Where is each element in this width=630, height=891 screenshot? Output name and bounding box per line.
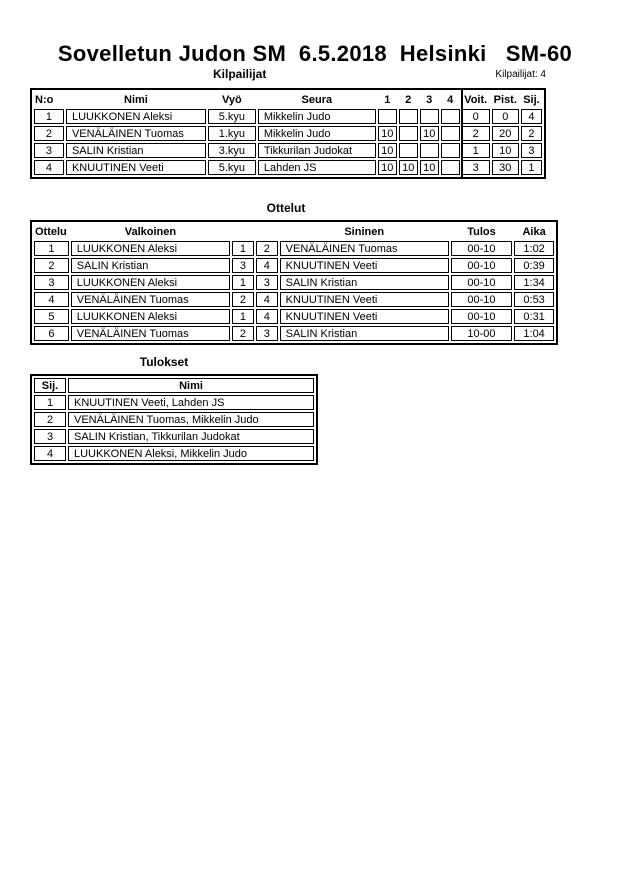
cell-rank: 4 (521, 109, 542, 124)
competitors-section-title: Kilpailijat (213, 67, 267, 81)
cell-blue: KNUUTINEN Veeti (280, 258, 449, 273)
cell-r2 (399, 126, 418, 141)
table-row (34, 429, 314, 444)
results-header-row (34, 378, 314, 393)
table-row (34, 275, 554, 290)
matches-section-header (30, 196, 558, 220)
column-header-rank: Sij. (523, 93, 540, 106)
table-row (34, 241, 554, 256)
competitors-section (30, 64, 546, 179)
cell-name: SALIN Kristian (66, 143, 206, 158)
competitor-count-label: Kilpailijat: 4 (495, 69, 546, 80)
matches-table (30, 220, 558, 345)
table-row (34, 446, 314, 461)
column-header-time: Aika (522, 225, 546, 238)
cell-match: 4 (34, 292, 69, 307)
cell-name: KNUUTINEN Veeti, Lahden JS (68, 395, 314, 410)
table-row (34, 258, 554, 273)
column-header-name: Nimi (124, 93, 148, 106)
cell-white: LUUKKONEN Aleksi (71, 309, 230, 324)
column-header-round2: 2 (405, 93, 412, 106)
column-header-match: Ottelu (35, 225, 67, 238)
cell-match: 3 (34, 275, 69, 290)
cell-time: 1:34 (514, 275, 554, 290)
cell-time: 0:39 (514, 258, 554, 273)
cell-belt: 1.kyu (208, 126, 256, 141)
cell-r4 (441, 143, 460, 158)
column-header-blue-number (256, 224, 278, 239)
cell-name: KNUUTINEN Veeti (66, 160, 206, 175)
cell-match: 2 (34, 258, 69, 273)
matches-header-row (34, 224, 554, 239)
cell-time: 1:04 (514, 326, 554, 341)
matches-section-title: Ottelut (266, 201, 306, 215)
competitors-section-header (30, 64, 546, 88)
column-header-belt: Vyö (221, 93, 242, 106)
cell-points: 0 (492, 109, 519, 124)
cell-wins: 3 (462, 160, 490, 175)
cell-blue_no: 3 (256, 326, 278, 341)
cell-r4 (441, 160, 460, 175)
cell-r4 (441, 109, 460, 124)
cell-r2 (399, 109, 418, 124)
cell-rank: 1 (521, 160, 542, 175)
cell-points: 10 (492, 143, 519, 158)
cell-r3: 10 (420, 126, 439, 141)
cell-blue_no: 3 (256, 275, 278, 290)
cell-no: 1 (34, 109, 64, 124)
cell-r1: 10 (378, 143, 397, 158)
table-row (34, 309, 554, 324)
cell-belt: 5.kyu (208, 160, 256, 175)
table-row (34, 160, 542, 175)
cell-white: VENÄLÄINEN Tuomas (71, 292, 230, 307)
column-header-result: Tulos (467, 225, 496, 238)
cell-white_no: 1 (232, 241, 254, 256)
cell-white_no: 1 (232, 309, 254, 324)
cell-belt: 3.kyu (208, 143, 256, 158)
cell-result: 00-10 (451, 275, 512, 290)
cell-wins: 0 (462, 109, 490, 124)
cell-belt: 5.kyu (208, 109, 256, 124)
cell-result: 00-10 (451, 241, 512, 256)
cell-club: Mikkelin Judo (258, 126, 376, 141)
cell-no: 2 (34, 126, 64, 141)
cell-white_no: 1 (232, 275, 254, 290)
cell-white_no: 3 (232, 258, 254, 273)
cell-points: 30 (492, 160, 519, 175)
column-header-white-number (232, 224, 254, 239)
table-row (34, 292, 554, 307)
column-header-name: Nimi (68, 378, 314, 393)
cell-white: SALIN Kristian (71, 258, 230, 273)
cell-blue: KNUUTINEN Veeti (280, 292, 449, 307)
cell-blue: KNUUTINEN Veeti (280, 309, 449, 324)
column-header-blue: Sininen (344, 225, 385, 238)
cell-result: 00-10 (451, 309, 512, 324)
cell-wins: 2 (462, 126, 490, 141)
cell-white: VENÄLÄINEN Tuomas (71, 326, 230, 341)
table-row (34, 109, 542, 124)
cell-name: VENÄLÄINEN Tuomas (66, 126, 206, 141)
table-row (34, 395, 314, 410)
cell-name: VENÄLÄINEN Tuomas, Mikkelin Judo (68, 412, 314, 427)
cell-time: 0:31 (514, 309, 554, 324)
cell-name: SALIN Kristian, Tikkurilan Judokat (68, 429, 314, 444)
cell-rank: 2 (34, 412, 66, 427)
table-row (34, 412, 314, 427)
cell-club: Mikkelin Judo (258, 109, 376, 124)
cell-points: 20 (492, 126, 519, 141)
cell-rank: 1 (34, 395, 66, 410)
cell-time: 0:53 (514, 292, 554, 307)
competitors-header-row (34, 92, 542, 107)
results-section (30, 350, 318, 465)
table-row (34, 126, 542, 141)
cell-match: 5 (34, 309, 69, 324)
cell-no: 3 (34, 143, 64, 158)
column-header-club: Seura (301, 93, 333, 106)
cell-white: LUUKKONEN Aleksi (71, 241, 230, 256)
column-header-round1: 1 (384, 93, 391, 106)
cell-r1: 10 (378, 160, 397, 175)
cell-r2 (399, 143, 418, 158)
cell-r4 (441, 126, 460, 141)
cell-r1 (378, 109, 397, 124)
cell-wins: 1 (462, 143, 490, 158)
table-row (34, 143, 542, 158)
cell-match: 6 (34, 326, 69, 341)
cell-rank: 4 (34, 446, 66, 461)
cell-blue_no: 4 (256, 292, 278, 307)
cell-match: 1 (34, 241, 69, 256)
column-group-divider (461, 88, 463, 179)
cell-no: 4 (34, 160, 64, 175)
column-header-round3: 3 (426, 93, 433, 106)
cell-blue_no: 4 (256, 309, 278, 324)
cell-time: 1:02 (514, 241, 554, 256)
cell-result: 00-10 (451, 258, 512, 273)
cell-r3 (420, 109, 439, 124)
results-section-title: Tulokset (139, 355, 189, 369)
cell-r2: 10 (399, 160, 418, 175)
column-header-points: Pist. (493, 93, 517, 106)
table-row (34, 326, 554, 341)
column-header-rank: Sij. (34, 378, 66, 393)
cell-name: LUUKKONEN Aleksi, Mikkelin Judo (68, 446, 314, 461)
cell-name: LUUKKONEN Aleksi (66, 109, 206, 124)
column-header-round4: 4 (447, 93, 454, 106)
cell-result: 10-00 (451, 326, 512, 341)
cell-club: Tikkurilan Judokat (258, 143, 376, 158)
cell-rank: 3 (521, 143, 542, 158)
matches-section (30, 196, 558, 345)
cell-rank: 2 (521, 126, 542, 141)
cell-r3: 10 (420, 160, 439, 175)
cell-white_no: 2 (232, 292, 254, 307)
results-section-header (30, 350, 318, 374)
cell-blue: VENÄLÄINEN Tuomas (280, 241, 449, 256)
cell-blue: SALIN Kristian (280, 275, 449, 290)
cell-r3 (420, 143, 439, 158)
column-header-white: Valkoinen (124, 225, 177, 238)
cell-blue_no: 4 (256, 258, 278, 273)
cell-r1: 10 (378, 126, 397, 141)
document-title: Sovelletun Judon SM 6.5.2018 Helsinki SM-60 (57, 41, 573, 66)
cell-blue_no: 2 (256, 241, 278, 256)
cell-blue: SALIN Kristian (280, 326, 449, 341)
cell-result: 00-10 (451, 292, 512, 307)
cell-white: LUUKKONEN Aleksi (71, 275, 230, 290)
competitors-table (30, 88, 546, 179)
cell-club: Lahden JS (258, 160, 376, 175)
cell-white_no: 2 (232, 326, 254, 341)
column-header-no: N:o (35, 93, 54, 106)
results-table (30, 374, 318, 465)
cell-rank: 3 (34, 429, 66, 444)
column-header-wins: Voit. (464, 93, 488, 106)
